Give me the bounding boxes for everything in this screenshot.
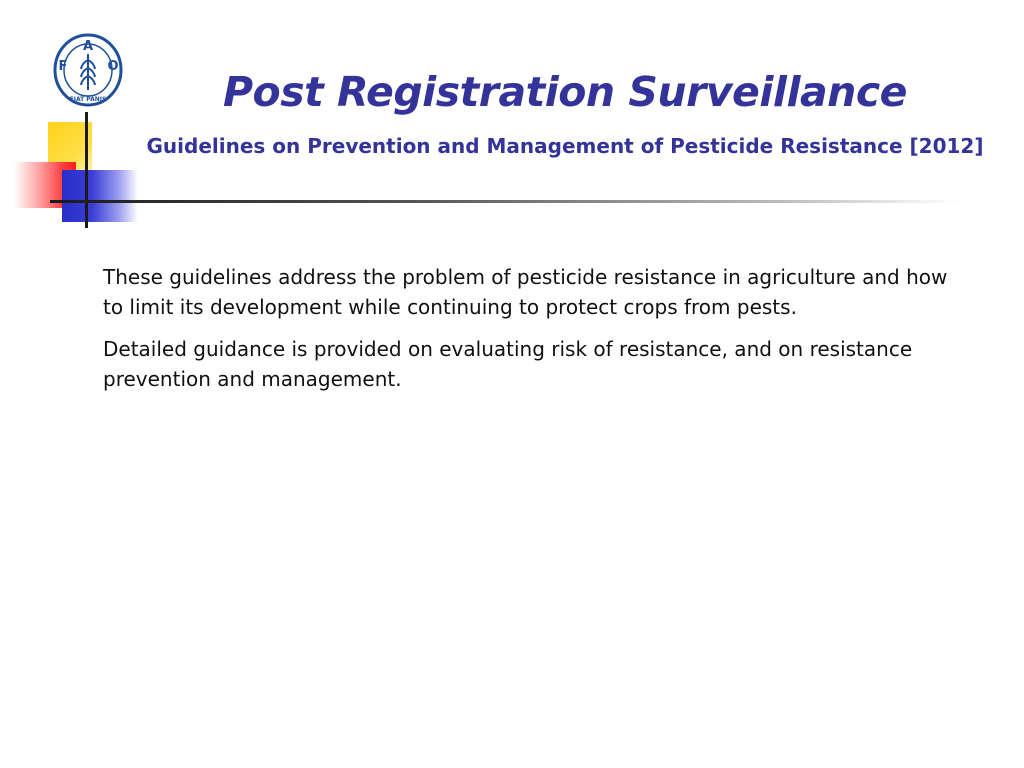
slide-subtitle: Guidelines on Prevention and Management of Pesticide Resistance [2012]: [146, 134, 984, 158]
logo-letter-f: F: [58, 59, 68, 74]
logo-motto: FIAT PANIS: [69, 96, 107, 103]
decor-vertical-line: [85, 112, 88, 228]
title-divider-line: [50, 200, 960, 203]
logo-letter-o: O: [107, 59, 119, 74]
body-paragraph: These guidelines address the problem of pesticide resistance in agriculture and how to limit its development while continuing to protect crops from pests.: [103, 265, 948, 319]
decor-blue-square: [62, 170, 138, 222]
fao-logo-icon: [52, 32, 124, 108]
body-paragraph: Detailed guidance is provided on evaluating risk of resistance, and on resistance prevention and management.: [103, 337, 913, 391]
slide-body: [103, 262, 963, 406]
slide-title: Post Registration Surveillance: [222, 68, 907, 116]
logo-letter-a: A: [82, 39, 94, 54]
